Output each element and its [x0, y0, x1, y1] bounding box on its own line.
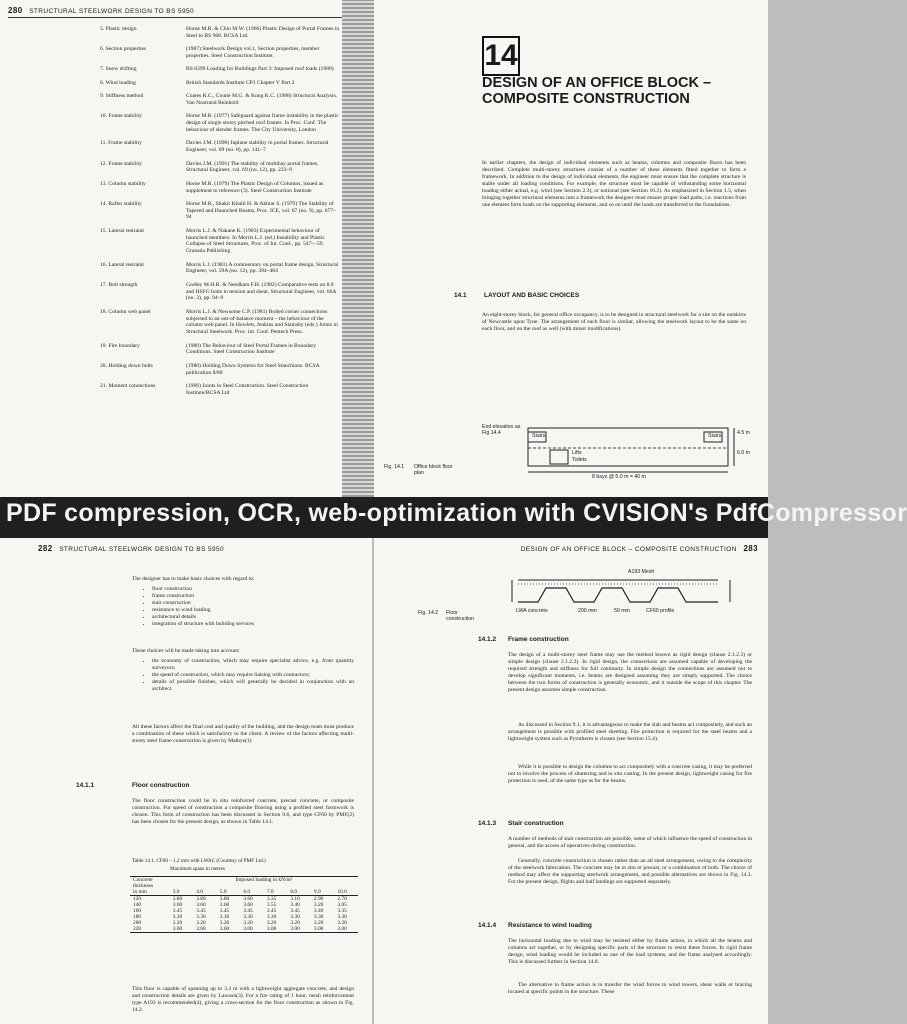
- table-cell: 3.00: [290, 926, 300, 932]
- table-cell: 3.00: [337, 926, 347, 932]
- scan-gutter: [342, 0, 358, 497]
- table-cell: 3.60: [243, 896, 253, 902]
- section-heading-14-1-2: [478, 636, 569, 643]
- fig-14-1-caption: Office block floor plan: [414, 464, 453, 477]
- page-number: 283: [743, 544, 758, 553]
- profile-label: CF60 profile: [646, 608, 675, 614]
- span-label: 8 bays @ 5.0 m = 40 m: [592, 474, 646, 480]
- reference-text: Horne M.R. (1979) The Plastic Design of Columns, issued as supplement to reference (3). Steel Construction Institute: [186, 180, 324, 194]
- reference-text: Horne M.R., Shakir Khalil H. & Akhtar S. (1979) The Stability of Tapered and Haunched Beams, Proc. ICE, vol. 67 (no. 9), pp. 677–94: [186, 200, 336, 221]
- stairs-label: Stairs: [532, 433, 546, 439]
- table-cell: 3.20: [337, 920, 347, 926]
- page-282: [0, 538, 372, 1024]
- table-cell: 3.20: [313, 920, 324, 926]
- reference-label: 21. Moment connections: [100, 382, 156, 389]
- wind-text-1: The horizontal loading due to wind may be resisted either by frame action, in which all the beams and columns act together, or by designing specific parts of the structure to resist these forces. In rigid frame design, wind loading would be included as one of the load systems, and the frame analysed accordingly. This is discussed further in Section 14.8.: [508, 938, 752, 965]
- reference-text: (1966) Joints in Steel Construction. Steel Construction Institute/BCSA Ltd: [186, 382, 309, 396]
- reference-label: 19. Fire boundary: [100, 342, 140, 349]
- stairs-label-right: Stairs: [708, 433, 722, 439]
- table-cell: 180: [133, 914, 142, 920]
- reference-item: [100, 161, 340, 175]
- reference-text: Godley M.H.R. & Needham F.H. (1982) Comparative tests on 8.8 and HSFG bolts in tension and shear, Structural Engineer, vol. 60A (no. 3), pp. 94–9: [186, 281, 337, 302]
- table-cell: 3.45: [243, 908, 253, 914]
- running-head-text: STRUCTURAL STEELWORK DESIGN TO BS 5950: [59, 546, 225, 553]
- bullet-item: • details of possible finishes, which will generally be decided in conjunction with an architect.: [152, 679, 354, 693]
- table-cell: 3.20: [172, 920, 183, 926]
- choices-list: [132, 586, 354, 628]
- reference-label: 8. Wind loading: [100, 79, 136, 86]
- lifts-label: Lifts: [572, 450, 582, 456]
- table-cell: 3.00: [313, 926, 324, 932]
- section-heading-14-1-3: [478, 820, 564, 827]
- reference-item: [100, 93, 340, 107]
- table-14-1-subcaption: Maximum spans in metres: [170, 866, 225, 872]
- table-cell: 3.10: [290, 896, 300, 902]
- reference-label: 12. Frame stability: [100, 160, 143, 167]
- reference-text: (1980) The Behaviour of Steel Portal Frames in Boundary Conditions. Steel Construction Institute: [186, 342, 317, 356]
- dim-200-label: 200 mm: [578, 608, 597, 614]
- load-head-cell: 7.0: [266, 889, 274, 895]
- reference-label: 18. Column web panel: [100, 308, 151, 315]
- reference-label: 13. Column stability: [100, 180, 146, 187]
- table-cell: 3.55: [266, 902, 277, 908]
- table-cell: 3.00: [243, 926, 253, 932]
- reference-text: Morris L.J. & Nakane K. (1983) Experimental behaviour of haunched members. In Morris L.J. (ed.) Instability and Plastic Collapse of Steel Structures, Proc. of Int. Conf., pp. 547—59. Granada Publishing: [186, 227, 325, 255]
- reference-item: [100, 26, 340, 40]
- bullet-item: • the speed of construction, which may require liaising with contractors;: [152, 672, 354, 679]
- table-cell: 3.00: [196, 926, 206, 932]
- frame-construction-text-1: The design of a multi-storey steel frame may use the method known as rigid design (clause 2.1.2.3) or simple design (clause 2.1.2.2). In rigid design, the connections are assumed capable of developing the required strength and stiffness for full continuity. In simple design the connections are assumed not to develop significant moments, i.e. beams are designed assuming they are simply supported. The choice between the two forms of construction is generally economic, and it outside the scope of this chapter. The present design assumes simple construction.: [508, 652, 752, 693]
- depth-label-2: 6.0 m: [737, 450, 750, 456]
- section-number: 14.1.2: [478, 636, 497, 643]
- choices-bullets: [132, 586, 354, 628]
- table-cell: 3.30: [172, 914, 183, 920]
- table-cell: 2.90: [313, 896, 324, 902]
- banner-text: PDF compression, OCR, web-optimization with CVISION's PdfCompressor: [6, 499, 907, 527]
- table-cell: 3.00: [172, 926, 183, 932]
- reference-label: 20. Holding down bolts: [100, 362, 153, 369]
- section-title: Frame construction: [508, 636, 569, 643]
- reference-label: 15. Lateral restraint: [100, 227, 144, 234]
- toilets-label: Toilets: [572, 457, 587, 463]
- table-cell: 3.30: [290, 914, 300, 920]
- stair-text-2: Generally, concrete construction is chosen rather than an all steel arrangement, owing to the complexity of the steelwork fabrication. The concrete may be in situ or precast, or a combination of both. The choice of method may affect the supporting steelwork arrangement, and possible alternatives are shown in Fig. 14.3. For the present design, flights and half landings are supported separately.: [508, 858, 752, 885]
- reference-label: 16. Lateral restraint: [100, 261, 144, 268]
- running-head-text: STRUCTURAL STEELWORK DESIGN TO BS 5950: [29, 8, 195, 15]
- reference-label: 14. Rafter stability: [100, 200, 142, 207]
- table-cell: 3.30: [219, 914, 230, 920]
- factors-lead: These choices will be made taking into account:: [132, 648, 240, 654]
- section-heading-14-1: [454, 292, 579, 299]
- depth-label-1: 4.5 m: [737, 430, 750, 436]
- table-cell: 2.70: [337, 896, 347, 902]
- bullet-item: • the economy of construction, which may require specialist advice, e.g. from quantity surveyors;: [152, 658, 354, 672]
- factors-bullets: [132, 658, 354, 693]
- row-head-cell: thickness: [133, 883, 154, 889]
- section-number: 14.1.3: [478, 820, 497, 827]
- chapter-number-box: 14: [482, 36, 520, 76]
- chapter-intro: In earlier chapters, the design of individual elements such as beams, columns and composite floors has been described. Complete multi-storey structures consist of a number of these elements fitted together to form a framework. In addition to the design of individual elements, the engineer must ensure that the complete structure is stable under all loading conditions. For example, the structure must be capable of withstanding some horizontal loading either actual, e.g. wind (see Section 2.3), or notional (see Section 10.2). As emphasized in Section 1.5, when bringing together structural elements into a framework the designer must ensure proper load paths, i.e. reactions from one element form loads on the supporting elements, and so on until the loads are transferred to the foundations.: [482, 160, 746, 208]
- table-cell: 3.60: [172, 902, 183, 908]
- reference-text: Morris L.J. (1981) A commentary on portal frame design, Structural Engineer, vol. 59A (no. 12), pp. 394–404: [186, 261, 339, 275]
- fig-14-2-number: Fig. 14.2: [418, 610, 439, 616]
- reference-item: [100, 343, 340, 357]
- running-head-text: DESIGN OF AN OFFICE BLOCK – COMPOSITE CONSTRUCTION: [520, 546, 737, 553]
- table-cell: 3.20: [313, 902, 324, 908]
- dim-50-label: 50 mm: [614, 608, 630, 614]
- table-cell: 3.30: [337, 914, 347, 920]
- wind-text-2: The alternative to frame action is to transfer the wind forces to wind towers, shear walls or bracing located at specific points in the structure. These: [508, 982, 752, 995]
- reference-item: [100, 363, 340, 377]
- section-number: 14.1.1: [76, 782, 95, 789]
- bullet-item: • frame construction: [152, 593, 354, 600]
- table-cell: 120: [133, 896, 142, 902]
- section-title: Resistance to wind loading: [508, 922, 592, 929]
- bullet-item: • stair construction: [152, 600, 354, 607]
- bullet-item: • floor construction: [152, 586, 354, 593]
- choices-lead: The designer has to make basic choices with regard to:: [132, 576, 255, 582]
- table-cell: 3.20: [266, 920, 277, 926]
- table-cell: 160: [133, 908, 142, 914]
- table-cell: 3.35: [337, 908, 347, 914]
- table-cell: 3.20: [243, 920, 253, 926]
- reference-item: [100, 46, 340, 60]
- running-head: [8, 6, 194, 15]
- table-cell: 3.20: [196, 920, 206, 926]
- floor-construction-text: The floor construction could be in situ reinforced concrete, precast concrete, or composite construction. For speed of construction a composite flooring using a profiled steel formwork is chosen. This form of construction has been discussed in Section 9.6, and type CF60 by PMF(2) has been chosen for the present design, as shown in Table 14.1.: [132, 798, 354, 825]
- reference-item: [100, 309, 340, 336]
- table-cell: 3.00: [266, 926, 277, 932]
- page-283: [374, 538, 768, 1024]
- table-cell: 3.30: [196, 914, 206, 920]
- section-title: Floor construction: [132, 782, 190, 789]
- reference-label: 17. Bolt strength: [100, 281, 138, 288]
- section-title: Stair construction: [508, 820, 564, 827]
- table-cell: 3.45: [219, 908, 230, 914]
- reference-item: [100, 66, 340, 73]
- reference-item: [100, 383, 340, 397]
- reference-item: [100, 262, 340, 276]
- table-cell: 3.20: [219, 920, 230, 926]
- frame-construction-text-2: As discussed in Section 9.1, it is advantageous to make the slab and beams act compositely, and such an arrangement is possible with profiled steel sheeting. Fire protection is required for the steel beams and a lightweight system such as Pyrotherm is chosen (see Section 15.4).: [508, 722, 752, 742]
- chapter-title: DESIGN OF AN OFFICE BLOCK – COMPOSITE CONSTRUCTION: [482, 75, 712, 107]
- section-number: 14.1.4: [478, 922, 497, 929]
- load-head-cell: 8.0: [290, 889, 298, 895]
- section-heading-14-1-4: [478, 922, 592, 929]
- load-head-cell: 3.0: [172, 889, 180, 895]
- end-elevation-label: End elevation as Fig 14.4: [482, 424, 521, 437]
- table-cell: 3.80: [219, 896, 230, 902]
- reference-label: 9. Stiffness method: [100, 93, 144, 100]
- table-cell: 3.60: [196, 902, 206, 908]
- reference-text: Coates R.C., Coutie M.G. & Kong K.C. (1988) Structural Analysis. Van Nostrand Reinhold: [186, 93, 338, 106]
- table-cell: 3.35: [266, 896, 277, 902]
- reference-text: Davies J.M. (1991) The stability of multibay portal frames. Structural Engineer, vol. 69 (no. 12), pp. 223–9: [186, 160, 319, 174]
- table-14-1-caption: Table 14.1. CF60 – 1.2 mm with LWAC (Courtesy of PMF Ltd.): [132, 858, 266, 864]
- reference-label: 5. Plastic design: [100, 26, 137, 32]
- table-cell: 3.40: [313, 908, 324, 914]
- table-cell: 3.80: [196, 896, 206, 902]
- row-head-cell: in mm: [133, 889, 147, 895]
- row-head-cell: Concrete: [133, 877, 153, 883]
- table-cell: 3.20: [290, 920, 300, 926]
- reference-text: Morris L.J. & Newsome C.P. (1981) Bolted corner connections subjected to an out-of-balance moment – the behaviour of the column web panel. In Howlett, Jenkins and Stainsby (eds.) Joints in Structural Steelwork. Proc. int. Conf. Pentech Press.: [186, 308, 338, 336]
- scan-gutter: [358, 0, 374, 497]
- reference-label: 10. Frame stability: [100, 113, 143, 120]
- bullet-item: • architectural details: [152, 614, 354, 621]
- running-head: [38, 544, 224, 553]
- figure-14-2-floor-section: [508, 562, 748, 622]
- fig-14-2-caption: Floor construction: [446, 610, 474, 623]
- column-group-head: Imposed loading in kN/m²: [235, 877, 293, 883]
- reference-text: Horne M.R. (1977) Safeguard against frame instability in the plastic design of single storey pitched roof frames. In Proc. Conf. The behaviour of slender frames. The City University, London: [186, 113, 339, 133]
- page-number: 282: [38, 544, 53, 553]
- reference-text: (1980) Holding Down Systems for Steel Stanchions. BCSA publication 8/80: [186, 362, 320, 376]
- factors-paragraph: All these factors affect the final cost and quality of the building, and the design team must produce a combination of these which is satisfactory to the client. A review of the factors affecting multi-storey steel frame construction is given by Mathys(1): [132, 724, 354, 744]
- section-text: An eight-storey block, for general office occupancy, is to be designed in structural steelwork for a site on the outskirts of Newcastle upon Tyne. The arrangement of each floor is similar, allowing the steelwork layout to be the same on each floor, and on the roof as well (with minor modifications).: [482, 312, 746, 332]
- reference-text: Horne M.R. & Chin M.W. (1966) Plastic Design of Portal Frames in Steel to BS 968. BCSA Ltd.: [186, 26, 340, 39]
- table-cell: 3.05: [337, 902, 347, 908]
- reference-text: (1987) Steelwork Design vol.1, Section properties, member properties. Steel Construction Institute.: [186, 46, 320, 59]
- table-cell: 3.45: [172, 908, 183, 914]
- frame-construction-text-3: While it is possible to design the columns to act compositely with a concrete casing, it may be preferred not to involve the process of shuttering and in situ casting. In the present design, lightweight casing for fire protection is used, of the same type as for the beams.: [508, 764, 752, 784]
- reference-text: Davies J.M. (1990) Inplane stability in portal frames. Structural Engineer, vol. 69 (no. 8), pp. 141–7: [186, 140, 329, 154]
- figure-14-1-floor-plan: [482, 420, 752, 482]
- reference-list: [100, 26, 340, 403]
- load-head-cell: 9.0: [313, 889, 321, 895]
- reference-label: 7. Snow drifting: [100, 66, 137, 73]
- table-cell: 3.45: [266, 908, 277, 914]
- table-cell: 3.40: [290, 902, 300, 908]
- section-title: LAYOUT AND BASIC CHOICES: [484, 292, 580, 299]
- table-cell: 3.60: [243, 902, 253, 908]
- reference-item: [100, 80, 340, 87]
- table-14-1: [130, 876, 358, 933]
- table-cell: 3.30: [266, 914, 277, 920]
- reference-item: [100, 228, 340, 255]
- reference-item: [100, 282, 340, 302]
- table-cell: 3.30: [313, 914, 324, 920]
- reference-item: [100, 181, 340, 195]
- concrete-label: LWA concrete: [516, 608, 548, 614]
- section-heading-14-1-1: [76, 782, 189, 789]
- load-head-cell: 6.0: [243, 889, 251, 895]
- table-cell: 3.30: [243, 914, 253, 920]
- bullet-item: • resistance to wind loading: [152, 607, 354, 614]
- reference-label: 11. Frame stability: [100, 140, 142, 147]
- page-280: [0, 0, 358, 497]
- running-head: [521, 544, 758, 553]
- reference-label: 6. Section properties: [100, 46, 147, 53]
- page-281: [358, 0, 768, 497]
- core-box: [550, 450, 568, 464]
- section-number: 14.1: [454, 292, 467, 299]
- load-head-cell: 4.0: [196, 889, 203, 895]
- reference-item: [100, 113, 340, 133]
- table-cell: 3.45: [196, 908, 206, 914]
- load-head-cell: 5.0: [219, 889, 227, 895]
- table-cell: 220: [133, 926, 142, 932]
- reference-item: [100, 201, 340, 221]
- profile-deck-line: [518, 588, 718, 602]
- page-number: 280: [8, 6, 23, 15]
- header-rule: [8, 17, 343, 18]
- table-cell: 200: [133, 920, 142, 926]
- load-head-cell: 10.0: [337, 889, 347, 895]
- bullet-item: • integration of structure with building services: [152, 621, 354, 628]
- table-cell: 3.45: [290, 908, 300, 914]
- compression-watermark-banner: [0, 497, 907, 538]
- mesh-label: A193 Mesh: [628, 569, 655, 575]
- closing-paragraph: This floor is capable of spanning up to 3.3 m with a lightweight aggregate concrete, and design and construction details are given by Lawson(3). For a fire rating of 1 hour, mesh reinforcement type A193 is recommended(4), giving a cross-section for the floor construction as shown in Fig. 14.2.: [132, 986, 354, 1013]
- fig-14-1-number: Fig. 14.1: [384, 464, 405, 470]
- table-cell: 3.60: [219, 902, 230, 908]
- reference-text: British Standards Institute CP3 Chapter V Part 2: [186, 79, 295, 86]
- factors-list: [132, 658, 354, 693]
- reference-item: [100, 140, 340, 154]
- stair-text-1: A number of methods of stair construction are possible, some of which influence the speed of construction in general, and the access of operatives during construction.: [508, 836, 752, 849]
- table-cell: 140: [133, 902, 142, 908]
- reference-text: BS 6399 Loading for Buildings Part 3: Imposed roof loads (1988): [186, 66, 334, 73]
- plan-outline: [528, 428, 728, 466]
- table-cell: 3.00: [219, 926, 230, 932]
- table-cell: 3.80: [172, 896, 183, 902]
